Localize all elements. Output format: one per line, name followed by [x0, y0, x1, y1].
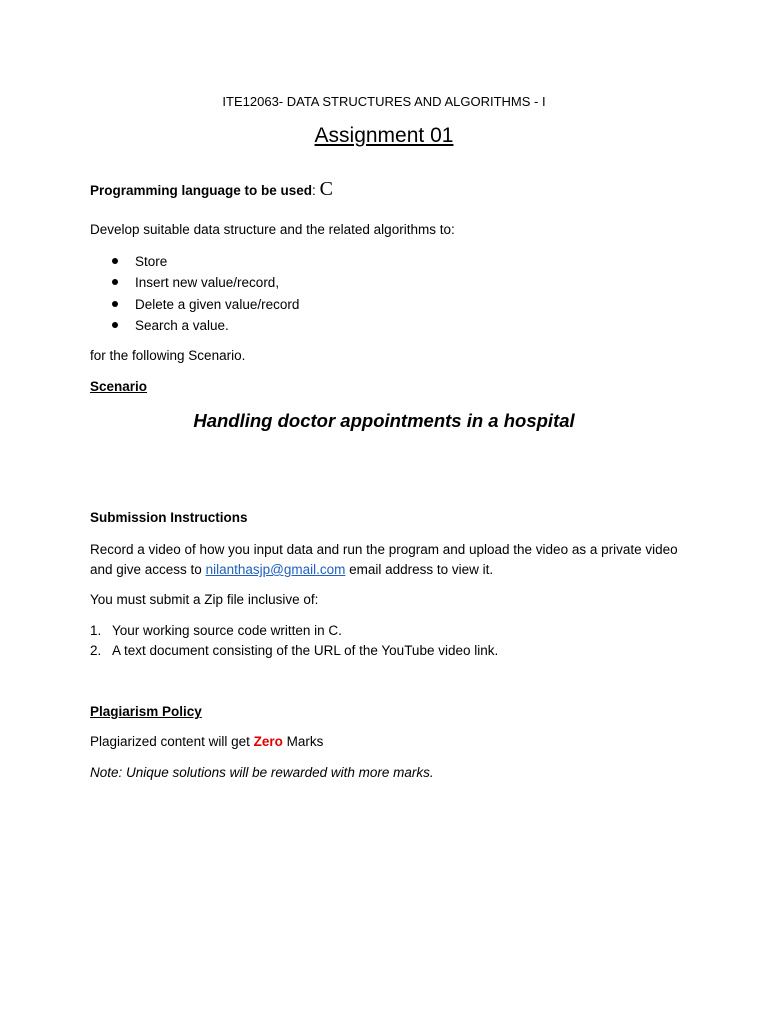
list-item-text: Store: [135, 254, 168, 269]
language-label: Programming language to be used: [90, 183, 313, 198]
email-link[interactable]: nilanthasjp@gmail.com: [205, 562, 346, 577]
intro-text: Develop suitable data structure and the related algorithms to:: [90, 222, 455, 237]
assignment-title: Assignment 01: [314, 124, 454, 147]
list-item-text: Insert new value/record,: [135, 275, 280, 291]
plagiarism-heading: Plagiarism Policy: [90, 704, 202, 719]
language-separator: :: [312, 183, 320, 198]
bullet-icon: [112, 322, 118, 328]
list-item-text: A text document consisting of the URL of the YouTube video link.: [112, 643, 499, 658]
course-code: ITE12063- DATA STRUCTURES AND ALGORITHMS - I: [222, 94, 546, 109]
list-number: 1.: [90, 623, 102, 638]
bullet-icon: [112, 258, 118, 264]
language-value: C: [319, 178, 333, 200]
list-number: 2.: [90, 643, 102, 658]
list-item-text: Your working source code written in C.: [112, 623, 342, 638]
zero-highlight: Zero: [253, 734, 283, 749]
for-following-text: for the following Scenario.: [90, 348, 246, 363]
list-item: [90, 622, 498, 642]
scenario-title: Handling doctor appointments in a hospital: [193, 410, 575, 431]
list-item: [90, 317, 299, 338]
programming-language-line: [90, 178, 333, 201]
submission-heading: Submission Instructions: [90, 510, 248, 525]
bullet-icon: [112, 301, 118, 307]
plagiarism-text: [90, 734, 323, 749]
record-text-before: Record a video of how you input data and run the program and upload the video as a private video and give access to: [90, 542, 678, 577]
plagiarism-note: Note: Unique solutions will be rewarded with more marks.: [90, 765, 434, 780]
list-item: [90, 274, 299, 295]
list-item-text: Delete a given value/record: [135, 296, 300, 312]
list-item: [90, 296, 299, 317]
plagiarism-text-after: Marks: [282, 734, 324, 749]
operations-list: [90, 253, 299, 338]
list-item-text: Search a value.: [135, 317, 229, 333]
list-item: [90, 642, 498, 662]
record-text-after: email address to view it.: [345, 562, 494, 577]
zip-contents-list: [90, 622, 498, 662]
zip-intro-text: You must submit a Zip file inclusive of:: [90, 592, 319, 607]
plagiarism-text-before: Plagiarized content will get: [90, 734, 254, 749]
bullet-icon: [112, 279, 118, 285]
list-item: [90, 253, 299, 274]
record-instructions: [90, 540, 690, 580]
scenario-heading: Scenario: [90, 379, 148, 394]
